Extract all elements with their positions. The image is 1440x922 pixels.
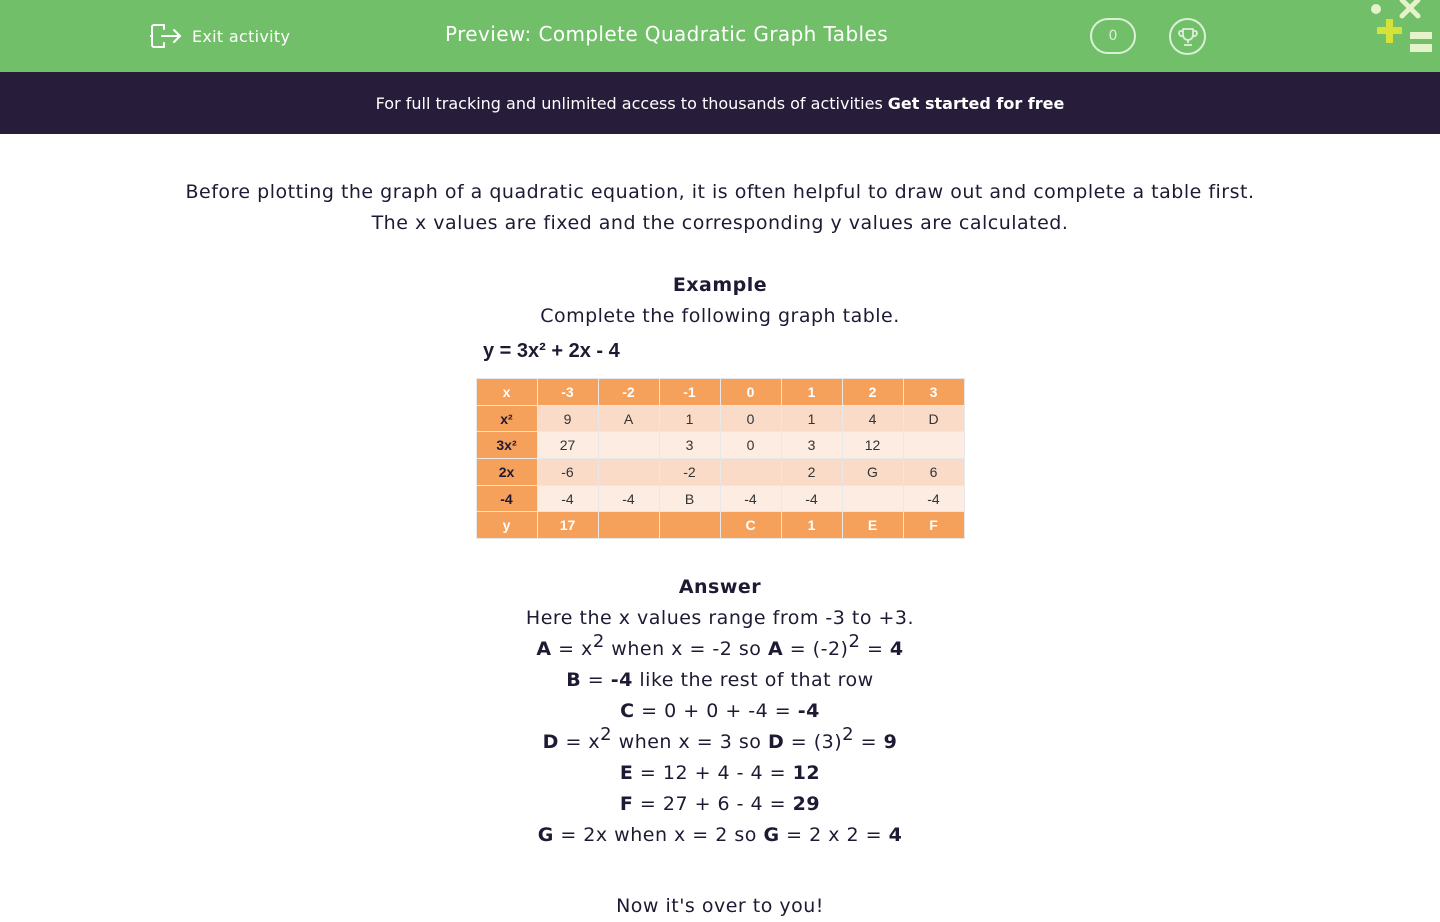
result: 9 xyxy=(883,731,898,754)
table-cell: -4 xyxy=(903,485,964,512)
table-cell: 27 xyxy=(537,432,598,459)
table-cell xyxy=(842,485,903,512)
exit-activity-button[interactable] xyxy=(150,20,290,52)
top-bar xyxy=(0,0,1440,72)
table-row-header: 2x xyxy=(476,459,537,486)
get-started-link[interactable]: Get started for free xyxy=(887,93,1065,113)
answer-range: Here the x values range from -3 to +3. xyxy=(525,607,915,630)
text: = (3) xyxy=(784,731,843,754)
text: = 2 x 2 = xyxy=(779,824,889,847)
var-label: B xyxy=(566,669,582,692)
table-cell: -4 xyxy=(720,485,781,512)
table-cell: -3 xyxy=(537,379,598,406)
table-cell: E xyxy=(842,512,903,539)
table-cell: F xyxy=(903,512,964,539)
text: = xyxy=(581,669,611,692)
text: = x xyxy=(551,638,593,661)
result: -4 xyxy=(797,700,820,723)
exit-icon xyxy=(150,22,182,50)
answer-line-a xyxy=(0,631,1440,665)
answer-line-c xyxy=(0,696,1440,727)
answer-line-b xyxy=(0,665,1440,696)
table-cell: 3 xyxy=(903,379,964,406)
answer-line-g xyxy=(0,820,1440,851)
table-cell: x xyxy=(476,379,537,406)
brand-logo xyxy=(1366,0,1440,58)
table-cell: -2 xyxy=(659,459,720,486)
answer-line-f xyxy=(0,789,1440,820)
table-cell: 1 xyxy=(659,405,720,432)
table-cell: D xyxy=(903,405,964,432)
table-cell: -4 xyxy=(537,485,598,512)
var-label: F xyxy=(619,793,634,816)
signup-banner xyxy=(0,72,1440,134)
text: like the rest of that row xyxy=(632,669,874,692)
graph-table xyxy=(476,378,965,539)
text: = 12 + 4 - 4 = xyxy=(633,762,793,785)
table-footer-row xyxy=(476,512,964,539)
table-cell: -1 xyxy=(659,379,720,406)
table-row xyxy=(476,485,964,512)
table-cell: 4 xyxy=(842,405,903,432)
table-cell: 1 xyxy=(781,379,842,406)
intro-line-1: Before plotting the graph of a quadratic equation, it is often helpful to draw out and complete a table first. xyxy=(185,181,1255,203)
table-cell xyxy=(598,432,659,459)
table-cell xyxy=(598,459,659,486)
text: = 0 + 0 + -4 = xyxy=(634,700,798,723)
table-cell: 0 xyxy=(720,379,781,406)
answer-line-e xyxy=(0,758,1440,789)
result: 12 xyxy=(792,762,821,785)
table-row-header: x² xyxy=(476,405,537,432)
text: = x xyxy=(558,731,601,754)
exponent: 2 xyxy=(848,631,861,653)
result: 29 xyxy=(792,793,821,816)
exponent: 2 xyxy=(842,724,855,746)
outro-text: Now it's over to you! xyxy=(616,895,824,918)
banner-text: For full tracking and unlimited access to thousands of activities xyxy=(375,93,883,113)
text: = xyxy=(860,638,890,661)
result: 4 xyxy=(888,824,903,847)
text: = (-2) xyxy=(783,638,849,661)
table-cell: -4 xyxy=(598,485,659,512)
activity-content xyxy=(0,134,1440,922)
page-title: Preview: Complete Quadratic Graph Tables xyxy=(445,22,889,46)
example-prompt: Complete the following graph table. xyxy=(540,305,900,327)
table-cell: 0 xyxy=(720,405,781,432)
table-row-header: 3x² xyxy=(476,432,537,459)
table-cell xyxy=(720,459,781,486)
var-label: A xyxy=(536,638,552,661)
table-cell: 0 xyxy=(720,432,781,459)
table-row xyxy=(476,459,964,486)
table-cell: 6 xyxy=(903,459,964,486)
table-row xyxy=(476,432,964,459)
var-label: G xyxy=(537,824,554,847)
table-cell xyxy=(659,512,720,539)
table-row xyxy=(476,405,964,432)
table-cell: -4 xyxy=(781,485,842,512)
result: -4 xyxy=(610,669,633,692)
exit-activity-label: Exit activity xyxy=(192,26,291,46)
table-row-header: -4 xyxy=(476,485,537,512)
table-cell: G xyxy=(842,459,903,486)
var-label: G xyxy=(763,824,780,847)
exponent: 2 xyxy=(592,631,605,653)
trophy-icon xyxy=(1177,26,1199,48)
trophy-button[interactable] xyxy=(1169,18,1206,55)
answer-heading: Answer xyxy=(678,576,762,599)
var-label: D xyxy=(767,731,785,754)
var-label: A xyxy=(767,638,784,661)
text: when x = 3 so xyxy=(612,731,768,754)
text: = 27 + 6 - 4 = xyxy=(633,793,793,816)
equation: y = 3x² + 2x - 4 xyxy=(483,340,620,362)
intro-text xyxy=(0,177,1440,239)
text: = xyxy=(854,731,884,754)
table-cell: 2 xyxy=(781,459,842,486)
table-cell: C xyxy=(720,512,781,539)
var-label: C xyxy=(620,700,635,723)
text: when x = -2 so xyxy=(604,638,768,661)
score-badge: 0 xyxy=(1090,18,1136,54)
table-cell: 17 xyxy=(537,512,598,539)
var-label: D xyxy=(542,731,559,754)
table-cell: A xyxy=(598,405,659,432)
table-cell: 3 xyxy=(659,432,720,459)
text: = 2x when x = 2 so xyxy=(553,824,764,847)
table-cell: 3 xyxy=(781,432,842,459)
example-heading: Example xyxy=(672,274,768,296)
table-cell: 1 xyxy=(781,512,842,539)
intro-line-2: The x values are fixed and the corresponding y values are calculated. xyxy=(371,212,1069,234)
table-header-row xyxy=(476,379,964,406)
table-cell: 1 xyxy=(781,405,842,432)
table-cell: -2 xyxy=(598,379,659,406)
table-cell: y xyxy=(476,512,537,539)
table-cell: 12 xyxy=(842,432,903,459)
table-cell: B xyxy=(659,485,720,512)
result: 4 xyxy=(889,638,904,661)
table-cell xyxy=(598,512,659,539)
var-label: E xyxy=(619,762,634,785)
exponent: 2 xyxy=(600,724,613,746)
table-cell: 2 xyxy=(842,379,903,406)
table-cell xyxy=(903,432,964,459)
answer-line-d xyxy=(0,724,1440,758)
table-cell: 9 xyxy=(537,405,598,432)
table-cell: -6 xyxy=(537,459,598,486)
